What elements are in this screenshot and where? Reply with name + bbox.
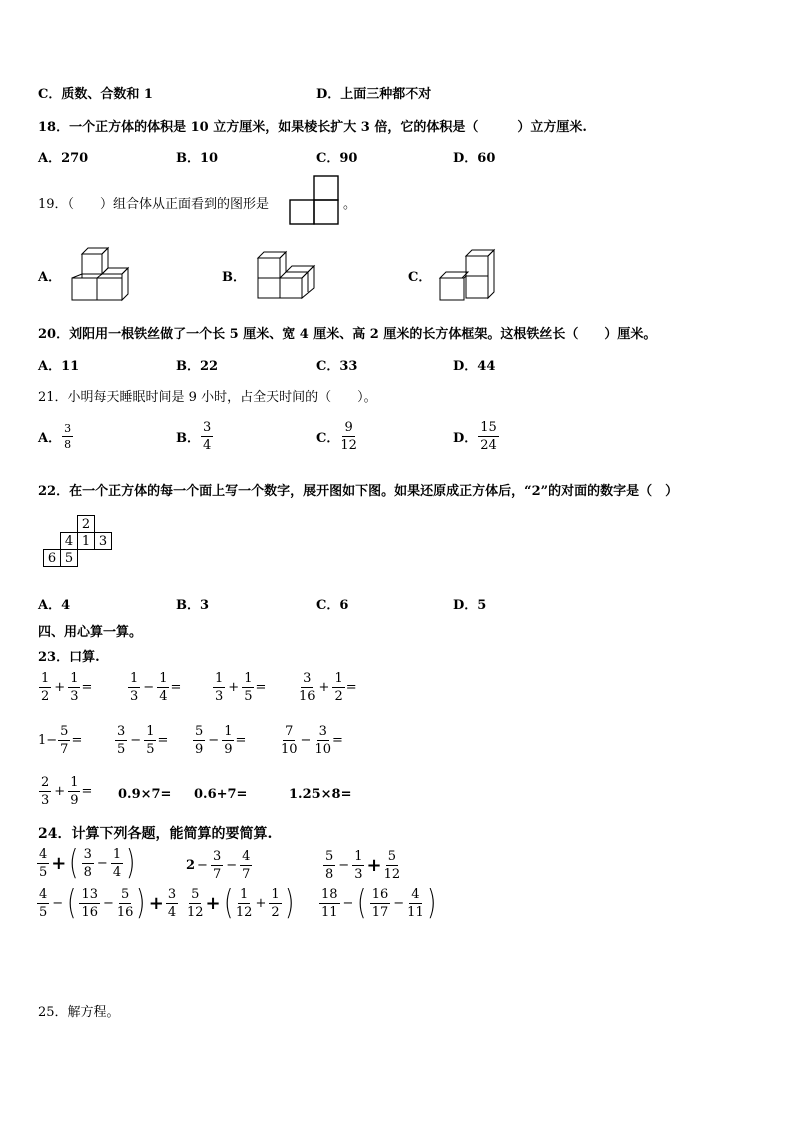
q19-stem: 19．（ ）组合体从正面看到的图形是 <box>38 197 270 212</box>
q20-stem: 20．刘阳用一根铁丝做了一个长 5 厘米、宽 4 厘米、高 2 厘米的长方体框架。这根铁丝长（ ）厘米。 <box>38 327 657 342</box>
q24-e4: $\frac{4}{5}$ − ( $\frac{13}{16}$ − $\frac{5}{16}$ ) + $\frac{3}{4}$ <box>39 883 177 923</box>
q21-option-d: D． $\frac{15}{24}$ <box>453 420 497 453</box>
q18-option-b: B．10 <box>176 151 219 166</box>
q23-r1-e3: $\frac{1}{3}$ + $\frac{1}{5}$ = <box>215 671 267 704</box>
q22-option-d: D．5 <box>453 598 487 613</box>
q23-title: 23．口算. <box>38 650 100 665</box>
q19-cubes-c <box>438 248 498 302</box>
q23-r1-e4: $\frac{3}{16}$ + $\frac{1}{2}$ = <box>299 671 357 704</box>
q22-option-c: C．6 <box>316 598 349 613</box>
q22-option-a: A．4 <box>38 598 71 613</box>
fraction: $\frac{3}{4}$ <box>203 420 212 453</box>
q19-option-a: A． <box>38 270 62 285</box>
fraction: $\frac{15}{24}$ <box>480 420 497 453</box>
fraction: $\frac{3}{8}$ <box>64 422 72 451</box>
q21-stem: 21．小明每天睡眠时间是 9 小时，占全天时间的（ ）。 <box>38 390 377 405</box>
q17-option-c: C．质数、合数和 1 <box>38 87 153 102</box>
q20-option-d: D．44 <box>453 359 496 374</box>
q23-r3-e2: 0.9×7= <box>118 787 172 802</box>
q21-option-a: A． $\frac{3}{8}$ <box>38 422 72 451</box>
q19-front-view-figure <box>289 176 341 226</box>
q24-e2: 2 − $\frac{3}{7}$ − $\frac{4}{7}$ <box>186 849 251 882</box>
q18-option-d: D．60 <box>453 151 496 166</box>
q23-r1-e1: $\frac{1}{2}$ + $\frac{1}{3}$ = <box>41 671 93 704</box>
fraction: $\frac{9}{12}$ <box>340 420 357 453</box>
q23-r3-e3: 0.6+7= <box>194 787 248 802</box>
q24-e6: $\frac{18}{11}$ − ( $\frac{16}{17}$ − $\frac{4}{11}$ ) <box>321 883 436 923</box>
q20-option-a: A．11 <box>38 359 80 374</box>
q22-stem: 22．在一个正方体的每一个面上写一个数字，展开图如下图。如果还原成正方体后，“2”的对面的数字是（ ） <box>38 484 679 499</box>
q23-r3-e1: $\frac{2}{3}$ + $\frac{1}{9}$ = <box>41 775 93 808</box>
q19-cubes-b <box>256 248 320 300</box>
q22-option-b: B．3 <box>176 598 210 613</box>
q23-r1-e2: $\frac{1}{3}$ − $\frac{1}{4}$ = <box>130 671 182 704</box>
q25-title: 25．解方程。 <box>38 1005 120 1020</box>
q17-option-d: D．上面三种都不对 <box>316 87 432 102</box>
q23-r2-e4: $\frac{7}{10}$ − $\frac{3}{10}$ = <box>281 724 343 757</box>
q23-r2-e3: $\frac{5}{9}$ − $\frac{1}{9}$ = <box>195 724 247 757</box>
q21-option-c: C． $\frac{9}{12}$ <box>316 420 357 453</box>
q18-stem: 18．一个正方体的体积是 10 立方厘米，如果棱长扩大 3 倍，它的体积是（ ）立方厘米. <box>38 120 587 135</box>
q19-option-c: C． <box>408 270 432 285</box>
q23-r2-e2: $\frac{3}{5}$ − $\frac{1}{5}$ = <box>117 724 169 757</box>
q24-e1: $\frac{4}{5}$ + ( $\frac{3}{8}$ − $\frac{1}{4}$ ) <box>39 843 136 883</box>
q18-option-c: C．90 <box>316 151 358 166</box>
q24-title: 24．计算下列各题，能简算的要简算. <box>38 826 273 842</box>
section-heading: 四、用心算一算。 <box>38 625 143 640</box>
q20-option-b: B．22 <box>176 359 219 374</box>
q21-option-b: B． $\frac{3}{4}$ <box>176 420 212 453</box>
q19-end-mark: 。 <box>343 197 357 212</box>
q23-r3-e4: 1.25×8= <box>289 787 352 802</box>
q20-option-c: C．33 <box>316 359 358 374</box>
q18-option-a: A．270 <box>38 151 89 166</box>
q19-cubes-a <box>70 244 130 302</box>
q23-r2-e1: 1− $\frac{5}{7}$ = <box>38 724 83 757</box>
q19-option-b: B． <box>222 270 246 285</box>
q22-cube-net: 2 4 1 3 6 5 <box>43 515 112 567</box>
q24-e3: $\frac{5}{8}$ − $\frac{1}{3}$ + $\frac{5}{12}$ <box>325 849 401 882</box>
q24-e5: $\frac{5}{12}$ + ( $\frac{1}{12}$ + $\frac{1}{2}$ ) <box>187 883 294 923</box>
